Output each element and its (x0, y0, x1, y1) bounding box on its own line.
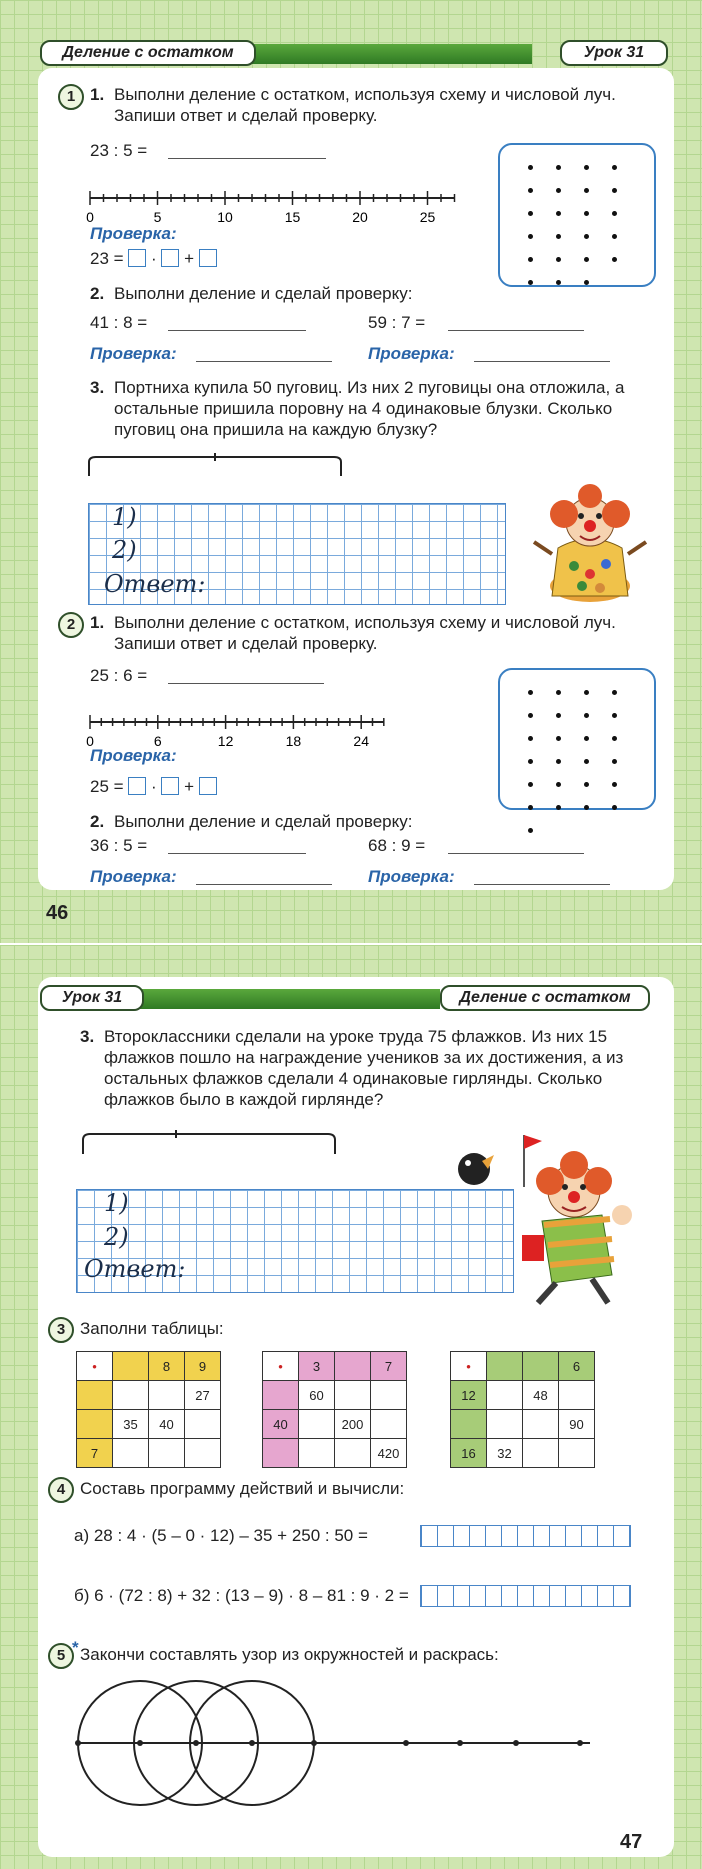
page-47 (0, 945, 702, 1869)
table-header-cell: 8 (149, 1352, 185, 1381)
answer-cells[interactable] (420, 1585, 631, 1607)
scheme-dot (528, 165, 533, 170)
table-row (451, 1439, 595, 1468)
scheme-dot (528, 211, 533, 216)
number-line-label: 0 (86, 209, 94, 225)
expression: 36 : 5 = (90, 836, 148, 855)
check-label: Проверка: (368, 344, 455, 363)
dot-scheme-23 (498, 143, 656, 287)
clown-illustration (528, 478, 652, 604)
check-line[interactable] (474, 884, 610, 885)
expression: 59 : 7 = (368, 313, 426, 332)
check-expression: 23 = (90, 249, 124, 268)
scheme-dot (528, 782, 533, 787)
table-row-header-cell[interactable] (77, 1410, 113, 1439)
answer-box[interactable] (128, 777, 146, 795)
scheme-dot (556, 234, 561, 239)
table-cell[interactable] (113, 1439, 149, 1468)
check-expression: 25 = (90, 777, 124, 796)
segment-scheme (80, 1128, 340, 1158)
answer-box[interactable] (199, 777, 217, 795)
table-header-cell[interactable] (113, 1352, 149, 1381)
scheme-dot (556, 188, 561, 193)
check-equation: 23 = · + (90, 248, 217, 269)
scheme-dot (612, 165, 617, 170)
number-line-1 (86, 188, 476, 228)
table-cell[interactable] (487, 1381, 523, 1410)
table-row (263, 1439, 407, 1468)
table-row (451, 1381, 595, 1410)
scheme-dot (528, 280, 533, 285)
table-header-cell: • (77, 1352, 113, 1381)
table-cell[interactable] (149, 1381, 185, 1410)
scheme-dot (556, 782, 561, 787)
table-row (451, 1410, 595, 1439)
table-header-cell: 7 (371, 1352, 407, 1381)
check-label: Проверка: (90, 746, 177, 765)
answer-box[interactable] (161, 777, 179, 795)
scheme-dot (612, 188, 617, 193)
handwritten-step: 2) (104, 1223, 129, 1251)
scheme-dot (612, 759, 617, 764)
scheme-dot (612, 736, 617, 741)
task-text: Выполни деление с остатком, используя схему и числовой луч. Запиши ответ и сделай проверку. (114, 85, 616, 125)
table-header-cell: • (263, 1352, 299, 1381)
answer-box[interactable] (128, 249, 146, 267)
lesson-badge: Урок 31 (40, 985, 144, 1011)
multiplication-table-1 (76, 1351, 221, 1468)
table-cell[interactable] (371, 1410, 407, 1439)
check-label: Проверка: (90, 224, 177, 243)
scheme-dot (584, 805, 589, 810)
table-row (263, 1410, 407, 1439)
table-cell[interactable] (299, 1439, 335, 1468)
table-cell[interactable] (185, 1410, 221, 1439)
task-text: Выполни деление и сделай проверку: (114, 284, 413, 303)
table-cell: 60 (299, 1381, 335, 1410)
scheme-dot (556, 690, 561, 695)
scheme-dot (556, 736, 561, 741)
scheme-dot (556, 759, 561, 764)
table-cell[interactable] (335, 1439, 371, 1468)
segment-scheme (86, 452, 346, 482)
number-line-label: 0 (86, 733, 94, 749)
multiplication-table-3 (450, 1351, 595, 1468)
expression: 68 : 9 = (368, 836, 426, 855)
table-row-header-cell: 40 (263, 1410, 299, 1439)
table-row (77, 1410, 221, 1439)
table-cell: 420 (371, 1439, 407, 1468)
scheme-dot (584, 759, 589, 764)
answer-line[interactable] (168, 158, 326, 159)
number-line-label: 24 (353, 733, 369, 749)
table-cell[interactable] (523, 1439, 559, 1468)
answer-line[interactable] (448, 330, 584, 331)
header-bar (250, 44, 532, 64)
answer-line[interactable] (168, 853, 306, 854)
lesson-badge: Урок 31 (560, 40, 668, 66)
scheme-dot (584, 690, 589, 695)
table-cell[interactable] (559, 1439, 595, 1468)
table-header-cell: 9 (185, 1352, 221, 1381)
scheme-dot (612, 211, 617, 216)
table-header-cell[interactable] (523, 1352, 559, 1381)
table-header-cell[interactable] (335, 1352, 371, 1381)
task-text: Выполни деление и сделай проверку: (114, 812, 413, 831)
table-cell[interactable] (149, 1439, 185, 1468)
answer-line[interactable] (168, 683, 324, 684)
check-line[interactable] (196, 361, 332, 362)
number-line-label: 12 (217, 733, 234, 749)
expression-a: а) 28 : 4 · (5 – 0 · 12) – 35 + 250 : 50 = (74, 1526, 368, 1545)
scheme-dot (584, 713, 589, 718)
topic-title: Деление с остатком (40, 40, 256, 66)
number-line-label: 5 (153, 209, 162, 225)
scheme-dot (556, 165, 561, 170)
task-text: Заполни таблицы: (80, 1319, 224, 1338)
task-label: 3. (90, 378, 105, 397)
scheme-dot (528, 257, 533, 262)
section-number: 4 (48, 1477, 74, 1503)
dot-scheme-25 (498, 668, 656, 810)
table-cell: 40 (149, 1410, 185, 1439)
multiplication-table-2 (262, 1351, 407, 1468)
table-cell[interactable] (335, 1381, 371, 1410)
table-header-cell: • (451, 1352, 487, 1381)
star-mark: * (72, 1638, 79, 1657)
check-equation: 25 = · + (90, 776, 217, 797)
scheme-dot (528, 805, 533, 810)
number-line-label: 25 (419, 209, 436, 225)
section-number: 1 (58, 84, 84, 110)
answer-box[interactable] (199, 249, 217, 267)
table-cell[interactable] (523, 1410, 559, 1439)
scheme-dot (528, 828, 533, 833)
answer-box[interactable] (161, 249, 179, 267)
scheme-dot (556, 805, 561, 810)
scheme-dot (556, 211, 561, 216)
table-cell: 32 (487, 1439, 523, 1468)
task-text: Выполни деление с остатком, используя схему и числовой луч. Запиши ответ и сделай проверку. (114, 613, 616, 653)
task-label: 2. (90, 812, 105, 831)
check-line[interactable] (474, 361, 610, 362)
scheme-dot (584, 234, 589, 239)
task-text: Составь программу действий и вычисли: (80, 1479, 405, 1498)
number-line-label: 18 (285, 733, 302, 749)
task-label: 2. (90, 284, 105, 303)
handwritten-answer: Ответ: (84, 1255, 186, 1283)
scheme-dot (612, 690, 617, 695)
section-number: 3 (48, 1317, 74, 1343)
scheme-dot (528, 713, 533, 718)
scheme-dot (556, 280, 561, 285)
topic-title: Деление с остатком (440, 985, 650, 1011)
table-cell[interactable] (299, 1410, 335, 1439)
scheme-dot (584, 188, 589, 193)
scheme-dot (528, 234, 533, 239)
table-header-cell: 6 (559, 1352, 595, 1381)
answer-cells[interactable] (420, 1525, 631, 1547)
scheme-dot (556, 713, 561, 718)
answer-line[interactable] (448, 853, 584, 854)
task-text: Второклассники сделали на уроке труда 75 флажков. Из них 15 флажков пошло на награждение учеников за их достижения, а из остальных флажков сделали 4 одинаковые гирлянды. Сколько флажков было в каждой гирлянде? (104, 1027, 624, 1109)
table-cell: 90 (559, 1410, 595, 1439)
number-line-label: 6 (153, 733, 162, 749)
table-cell: 48 (523, 1381, 559, 1410)
scheme-dot (528, 759, 533, 764)
scheme-dot (584, 280, 589, 285)
page-number: 47 (620, 1831, 643, 1853)
table-cell[interactable] (185, 1439, 221, 1468)
scheme-dot (528, 736, 533, 741)
handwritten-step: 1) (112, 503, 137, 531)
table-cell: 35 (113, 1410, 149, 1439)
task-text: Портниха купила 50 пуговиц. Из них 2 пуговицы она отложила, а остальные пришила поровну на 4 одинаковые блузки. Сколько пуговиц она пришила на каждую блузку? (114, 378, 625, 439)
table-row (77, 1439, 221, 1468)
table-row-header-cell[interactable] (263, 1381, 299, 1410)
task-label: 1. (90, 613, 105, 632)
check-line[interactable] (196, 884, 332, 885)
header-bar (140, 989, 440, 1009)
scheme-dot (556, 257, 561, 262)
scheme-dot (584, 211, 589, 216)
scheme-dot (612, 713, 617, 718)
table-cell[interactable] (371, 1381, 407, 1410)
table-row (263, 1352, 407, 1381)
table-row-header-cell: 12 (451, 1381, 487, 1410)
table-cell[interactable] (487, 1410, 523, 1439)
table-row-header-cell[interactable] (451, 1410, 487, 1439)
table-row-header-cell: 16 (451, 1439, 487, 1468)
table-cell: 27 (185, 1381, 221, 1410)
handwritten-answer: Ответ: (104, 570, 206, 598)
check-label: Проверка: (368, 867, 455, 886)
table-row-header-cell: 7 (77, 1439, 113, 1468)
table-header-cell[interactable] (487, 1352, 523, 1381)
handwritten-step: 2) (112, 536, 137, 564)
task-text: Закончи составлять узор из окружностей и раскрась: (80, 1645, 499, 1664)
scheme-dot (584, 736, 589, 741)
expression: 25 : 6 = (90, 666, 148, 685)
table-row (451, 1352, 595, 1381)
clown-with-flags-illustration (452, 1115, 652, 1307)
number-line-label: 10 (217, 209, 233, 225)
scheme-dot (584, 257, 589, 262)
number-line-label: 15 (284, 209, 301, 225)
expression: 23 : 5 = (90, 141, 148, 160)
expression: 41 : 8 = (90, 313, 148, 332)
section-number: 5 (48, 1643, 74, 1669)
table-cell[interactable] (113, 1381, 149, 1410)
scheme-dot (612, 805, 617, 810)
scheme-dot (584, 782, 589, 787)
table-row (77, 1381, 221, 1410)
handwritten-step: 1) (104, 1189, 129, 1217)
scheme-dot (584, 165, 589, 170)
answer-line[interactable] (168, 330, 306, 331)
table-row-header-cell[interactable] (263, 1439, 299, 1468)
number-line-label: 20 (352, 209, 368, 225)
table-row (263, 1381, 407, 1410)
expression-b: б) 6 · (72 : 8) + 32 : (13 – 9) · 8 – 81 : 9 · 2 = (74, 1586, 409, 1605)
table-row (77, 1352, 221, 1381)
scheme-dot (528, 690, 533, 695)
task-label: 1. (90, 85, 105, 104)
table-cell[interactable] (559, 1381, 595, 1410)
page-number: 46 (46, 902, 69, 924)
table-cell: 200 (335, 1410, 371, 1439)
scheme-dot (612, 234, 617, 239)
scheme-dot (612, 257, 617, 262)
task-label: 3. (80, 1027, 95, 1046)
scheme-dot (528, 188, 533, 193)
table-row-header-cell[interactable] (77, 1381, 113, 1410)
check-label: Проверка: (90, 344, 177, 363)
scheme-dot (612, 782, 617, 787)
circle-pattern (70, 1673, 650, 1817)
table-header-cell: 3 (299, 1352, 335, 1381)
check-label: Проверка: (90, 867, 177, 886)
section-number: 2 (58, 612, 84, 638)
